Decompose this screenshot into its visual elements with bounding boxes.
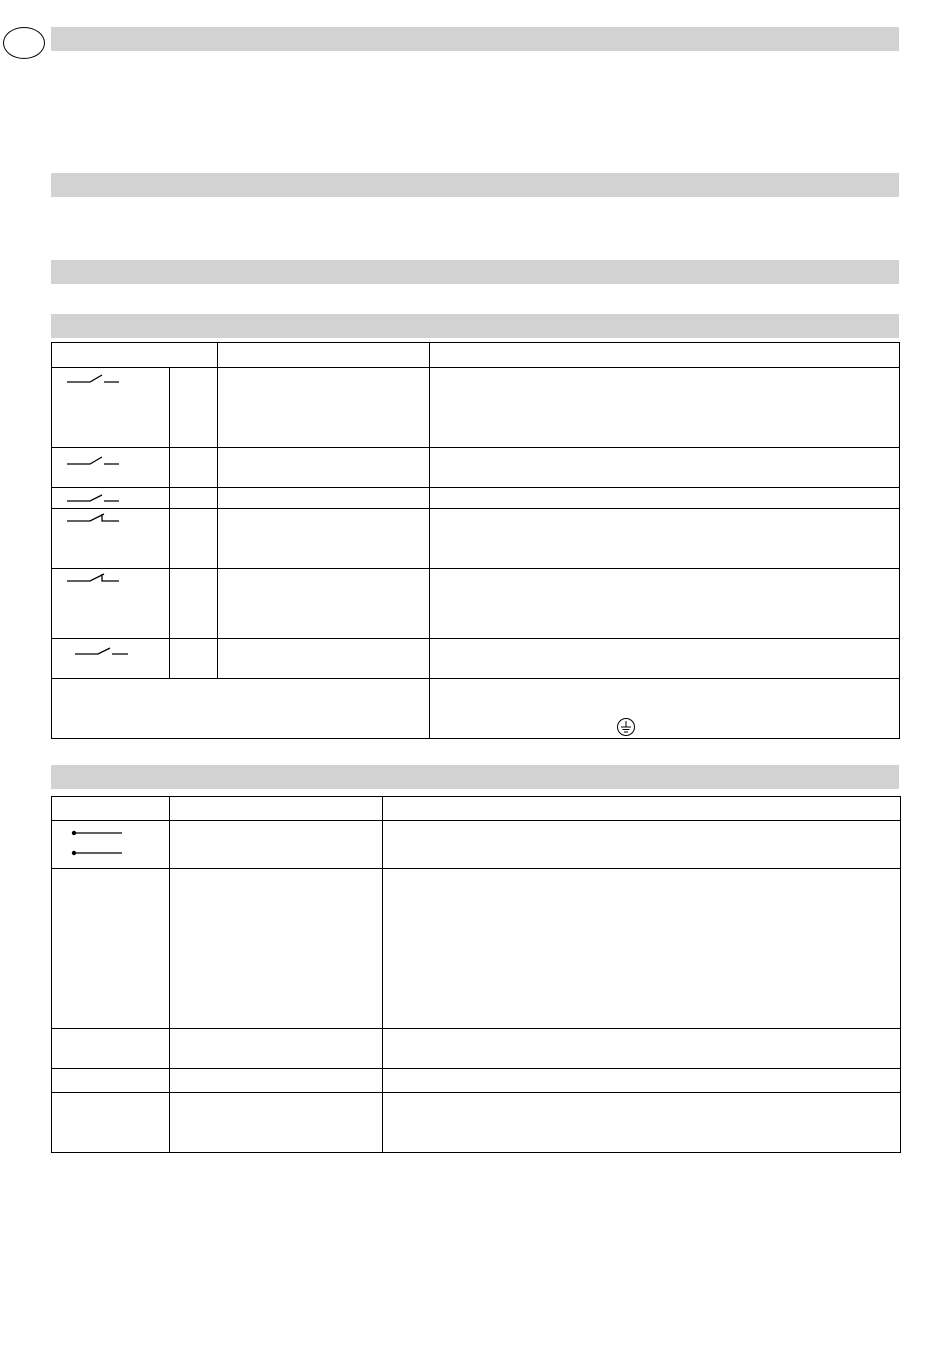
section-heading-bar (51, 260, 899, 284)
function-cell (218, 509, 430, 569)
symbol-cell (52, 639, 170, 679)
table-header-row (52, 797, 901, 821)
symbol-cell (52, 1029, 170, 1069)
code-cell (170, 509, 218, 569)
footer-cell (52, 679, 430, 739)
header-cell (430, 343, 900, 368)
section-heading-bar (51, 173, 899, 197)
symbol-cell (52, 1093, 170, 1153)
table-header-row (52, 343, 900, 368)
function-cell (170, 1029, 383, 1069)
table-row (52, 1069, 901, 1093)
normally-closed-contact-icon (52, 569, 152, 593)
section-heading-bar (51, 765, 899, 789)
code-cell (170, 488, 218, 509)
function-cell (218, 639, 430, 679)
description-cell (430, 488, 900, 509)
normally-open-contact-icon (52, 639, 152, 663)
description-cell (383, 1093, 901, 1153)
code-cell (170, 368, 218, 448)
function-cell (170, 821, 383, 869)
table-footer-row (52, 679, 900, 739)
footer-cell (430, 679, 900, 739)
function-cell (218, 569, 430, 639)
symbol-cell (52, 368, 170, 448)
description-cell (430, 509, 900, 569)
symbol-cell (52, 488, 170, 509)
symbol-cell (52, 1069, 170, 1093)
table-row (52, 448, 900, 488)
header-cell (52, 797, 170, 821)
description-cell (430, 639, 900, 679)
table-row (52, 1029, 901, 1069)
symbol-cell (52, 869, 170, 1029)
description-cell (383, 1029, 901, 1069)
code-cell (170, 448, 218, 488)
normally-open-contact-icon (52, 488, 152, 506)
table-row (52, 488, 900, 509)
table-row (52, 821, 901, 869)
table-row (52, 509, 900, 569)
terminal-pair-icon (52, 821, 152, 867)
description-cell (383, 869, 901, 1029)
code-cell (170, 569, 218, 639)
description-cell (430, 448, 900, 488)
contacts-table (51, 342, 900, 739)
table-row (52, 1093, 901, 1153)
section-heading-bar (51, 314, 899, 338)
description-cell (383, 1069, 901, 1093)
header-cell (218, 343, 430, 368)
code-cell (170, 639, 218, 679)
symbol-cell (52, 448, 170, 488)
section-heading-bar (51, 27, 899, 51)
terminals-table (51, 796, 901, 1153)
normally-open-contact-icon (52, 368, 152, 398)
description-cell (430, 569, 900, 639)
function-cell (218, 488, 430, 509)
header-cell (52, 343, 218, 368)
normally-closed-contact-icon (52, 509, 152, 533)
function-cell (170, 1069, 383, 1093)
table-row (52, 368, 900, 448)
table-row (52, 569, 900, 639)
function-cell (170, 869, 383, 1029)
description-cell (383, 821, 901, 869)
normally-open-contact-icon (52, 448, 152, 472)
language-badge (3, 27, 45, 59)
header-cell (170, 797, 383, 821)
symbol-cell (52, 821, 170, 869)
function-cell (218, 368, 430, 448)
protective-earth-icon (616, 717, 636, 737)
symbol-cell (52, 509, 170, 569)
function-cell (170, 1093, 383, 1153)
table-row (52, 639, 900, 679)
header-cell (383, 797, 901, 821)
symbol-cell (52, 569, 170, 639)
function-cell (218, 448, 430, 488)
table-row (52, 869, 901, 1029)
description-cell (430, 368, 900, 448)
